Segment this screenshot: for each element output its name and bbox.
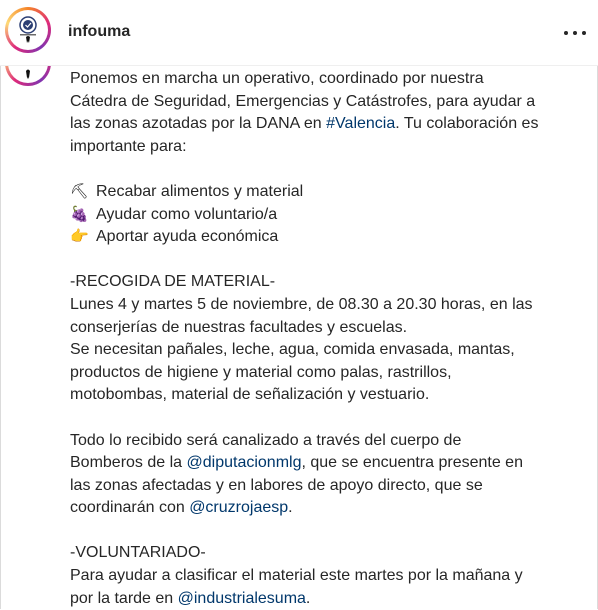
caption-line: importante para:	[70, 137, 187, 155]
pick-icon: ⛏	[70, 182, 90, 200]
caption-line: Ponemos en marcha un operativo, coordinado por nuestra	[70, 70, 484, 87]
caption-text: coordinarán con	[70, 499, 190, 517]
mention-link-cruzrojaesp[interactable]: @cruzrojaesp	[189, 499, 289, 517]
blank-line	[70, 520, 580, 543]
caption-line	[70, 497, 580, 520]
caption-text: Bomberos de la	[70, 454, 187, 472]
blank-line	[70, 407, 580, 430]
caption-line	[70, 588, 580, 610]
avatar-inner	[8, 10, 48, 50]
caption-line: Lunes 4 y martes 5 de noviembre, de 08.30 a 20.30 horas, en las	[70, 295, 533, 313]
caption-text: , que se encuentra presente en	[301, 454, 523, 472]
caption-line: motobombas, material de señalización y vestuario.	[70, 386, 430, 404]
more-options-icon[interactable]	[564, 22, 586, 44]
caption-text: . Tu colaboración es	[395, 115, 539, 133]
bullet-text: Recabar alimentos y material	[96, 182, 304, 200]
bullet-text: Ayudar como voluntario/a	[96, 205, 278, 223]
section-title-recogida: -RECOGIDA DE MATERIAL-	[70, 273, 276, 291]
bullet-item	[70, 226, 580, 249]
dot-icon	[564, 31, 568, 35]
caption-avatar[interactable]	[5, 66, 51, 86]
caption-line: Se necesitan pañales, leche, agua, comida envasada, mantas,	[70, 341, 515, 359]
black-ribbon-icon	[23, 68, 33, 80]
blank-line	[70, 249, 580, 272]
section-title-voluntariado: -VOLUNTARIADO-	[70, 544, 206, 562]
grapes-icon: 🍇	[70, 205, 89, 223]
caption-line: Para ayudar a clasificar el material este martes por la mañana y	[70, 567, 523, 585]
caption-line: Todo lo recibido será canalizado a través del cuerpo de	[70, 431, 462, 449]
mention-link-industrialesuma[interactable]: @industrialesuma	[177, 589, 306, 607]
bullet-text: Aportar ayuda económica	[96, 228, 279, 246]
caption-line	[70, 113, 580, 136]
caption-text: .	[288, 499, 293, 517]
bullet-item	[70, 204, 580, 227]
username[interactable]: infouma	[68, 23, 131, 40]
dot-icon	[573, 31, 577, 35]
pointing-hand-icon: 👉	[70, 228, 89, 246]
bullet-item	[70, 181, 580, 204]
caption-line: las zonas afectadas y en labores de apoyo directo, que se	[70, 476, 483, 494]
caption-line: Cátedra de Seguridad, Emergencias y Catástrofes, para ayudar a	[70, 92, 536, 110]
caption-text: .	[305, 589, 311, 607]
caption-text: las zonas azotadas por la DANA en	[70, 115, 327, 133]
university-logo-icon	[11, 13, 45, 47]
mention-link-diputacionmlg[interactable]: @diputacionmlg	[186, 454, 302, 472]
caption-line: productos de higiene y material como palas, rastrillos,	[70, 363, 452, 381]
dot-icon	[582, 31, 586, 35]
post-caption	[70, 68, 580, 610]
post-header	[0, 0, 598, 66]
caption-line	[70, 452, 580, 475]
avatar[interactable]	[5, 7, 51, 53]
hashtag-link-valencia[interactable]: #Valencia	[326, 115, 396, 133]
caption-line: conserjerías de nuestras facultades y escuelas.	[70, 318, 408, 336]
blank-line	[70, 158, 580, 181]
caption-text: por la tarde en	[70, 589, 178, 607]
